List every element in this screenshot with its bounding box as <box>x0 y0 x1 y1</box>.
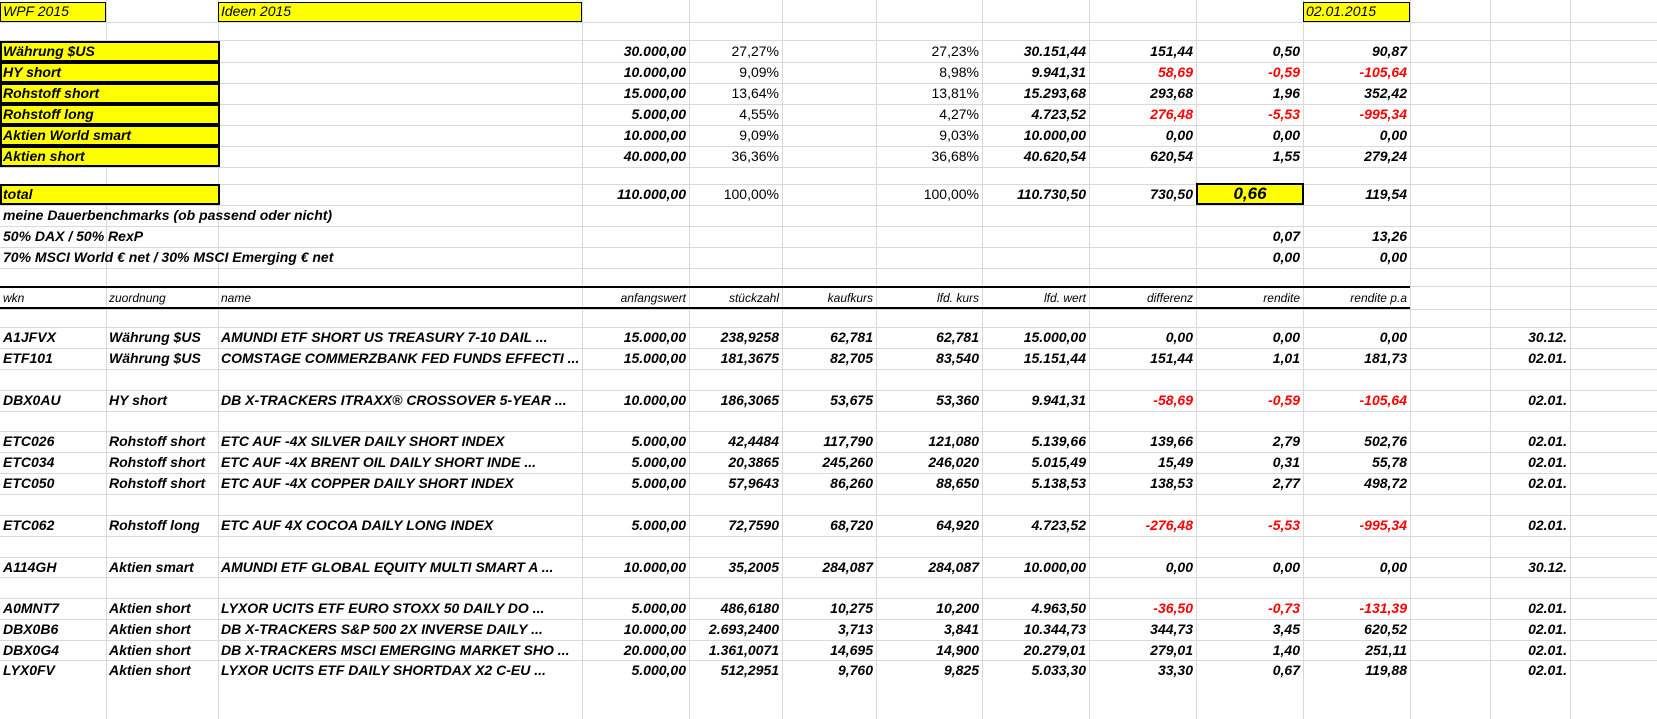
position-kaufkurs[interactable]: 14,695 <box>830 642 873 658</box>
position-differenz[interactable]: 15,49 <box>1157 454 1193 470</box>
position-lfd-wert[interactable]: 9.941,31 <box>1031 392 1086 408</box>
position-kaufkurs[interactable]: 62,781 <box>830 329 873 345</box>
position-lfd-wert[interactable]: 15.151,44 <box>1023 350 1086 366</box>
total-rendite-pa[interactable]: 119,54 <box>1365 186 1407 202</box>
summary-rendite-pa[interactable]: 279,24 <box>1364 148 1407 164</box>
position-rendite-pa[interactable]: 119,88 <box>1365 662 1407 678</box>
gridline-horizontal <box>0 411 1657 412</box>
column-header[interactable]: rendite p.a <box>1350 291 1407 305</box>
column-header[interactable]: zuordnung <box>109 291 166 305</box>
position-anfangswert[interactable]: 5.000,00 <box>631 662 686 678</box>
position-differenz[interactable]: -58,69 <box>1153 392 1193 408</box>
position-anfangswert[interactable]: 5.000,00 <box>631 517 686 533</box>
summary-anteil-lfd[interactable]: 36,68% <box>931 148 979 164</box>
summary-differenz[interactable]: 151,44 <box>1150 43 1193 59</box>
position-name[interactable]: ETC AUF -4X BRENT OIL DAILY SHORT INDE ... <box>221 454 537 470</box>
summary-lfd-wert[interactable]: 40.620,54 <box>1023 148 1086 164</box>
position-datum[interactable]: 30.12. <box>1528 559 1567 575</box>
position-lfd-kurs[interactable]: 284,087 <box>928 559 979 575</box>
position-lfd-kurs[interactable]: 121,080 <box>928 433 979 449</box>
position-zuordnung[interactable]: Aktien short <box>109 662 191 678</box>
position-lfd-kurs[interactable]: 3,841 <box>943 621 979 637</box>
gridline-horizontal <box>0 22 1657 23</box>
position-rendite-pa[interactable]: 502,76 <box>1364 433 1407 449</box>
position-differenz[interactable]: 138,53 <box>1150 475 1193 491</box>
position-lfd-wert[interactable]: 5.138,53 <box>1031 475 1086 491</box>
position-wkn[interactable]: DBX0G4 <box>3 642 60 658</box>
position-rendite-pa[interactable]: 181,73 <box>1364 350 1407 366</box>
summary-rendite-pa[interactable]: 0,00 <box>1379 127 1407 143</box>
gridline-horizontal <box>0 536 1657 537</box>
position-lfd-wert[interactable]: 10.344,73 <box>1023 621 1086 637</box>
summary-anteil-lfd[interactable]: 13,81% <box>931 85 979 101</box>
position-stueckzahl[interactable]: 1.361,0071 <box>708 642 779 658</box>
position-rendite[interactable]: 0,00 <box>1272 329 1300 345</box>
position-rendite[interactable]: 1,40 <box>1272 642 1300 658</box>
position-stueckzahl[interactable]: 186,3065 <box>720 392 779 408</box>
sheet-title[interactable]: WPF 2015 <box>3 3 69 19</box>
benchmark-rendite[interactable]: 0,07 <box>1272 228 1300 244</box>
position-zuordnung[interactable]: Rohstoff short <box>109 454 206 470</box>
position-stueckzahl[interactable]: 35,2005 <box>728 559 779 575</box>
position-lfd-kurs[interactable]: 9,825 <box>943 662 979 678</box>
summary-anfangswert[interactable]: 10.000,00 <box>623 64 686 80</box>
position-datum[interactable]: 02.01. <box>1528 517 1567 533</box>
summary-rendite[interactable]: -0,59 <box>1268 64 1300 80</box>
summary-anteil[interactable]: 36,36% <box>731 148 779 164</box>
position-rendite-pa[interactable]: 55,78 <box>1371 454 1407 470</box>
position-lfd-kurs[interactable]: 10,200 <box>936 600 979 616</box>
summary-lfd-wert[interactable]: 10.000,00 <box>1023 127 1086 143</box>
position-zuordnung[interactable]: Aktien short <box>109 600 191 616</box>
position-lfd-wert[interactable]: 20.279,01 <box>1023 642 1086 658</box>
summary-lfd-wert[interactable]: 4.723,52 <box>1031 106 1086 122</box>
summary-anfangswert[interactable]: 15.000,00 <box>623 85 686 101</box>
position-zuordnung[interactable]: Aktien short <box>109 621 191 637</box>
benchmark-label[interactable]: 50% DAX / 50% RexP <box>3 228 144 244</box>
position-kaufkurs[interactable]: 53,675 <box>830 392 873 408</box>
position-name[interactable]: DB X-TRACKERS ITRAXX® CROSSOVER 5-YEAR ... <box>221 392 567 408</box>
position-wkn[interactable]: LYX0FV <box>3 662 55 678</box>
position-rendite-pa[interactable]: 251,11 <box>1365 642 1407 658</box>
position-rendite[interactable]: 0,00 <box>1272 559 1300 575</box>
position-kaufkurs[interactable]: 284,087 <box>822 559 873 575</box>
column-header[interactable]: rendite <box>1263 291 1300 305</box>
summary-anfangswert[interactable]: 5.000,00 <box>631 106 686 122</box>
position-datum[interactable]: 02.01. <box>1528 433 1567 449</box>
summary-lfd-wert[interactable]: 9.941,31 <box>1031 64 1086 80</box>
position-differenz[interactable]: 344,73 <box>1150 621 1193 637</box>
position-kaufkurs[interactable]: 86,260 <box>830 475 873 491</box>
table-top-rule <box>0 286 1410 288</box>
position-lfd-kurs[interactable]: 83,540 <box>936 350 979 366</box>
gridline-horizontal <box>0 494 1657 495</box>
summary-anteil[interactable]: 9,09% <box>739 64 779 80</box>
position-anfangswert[interactable]: 5.000,00 <box>631 475 686 491</box>
gridline-vertical <box>1410 0 1411 719</box>
summary-label[interactable]: Rohstoff long <box>3 106 94 122</box>
position-rendite[interactable]: -5,53 <box>1268 517 1300 533</box>
position-differenz[interactable]: 151,44 <box>1150 350 1193 366</box>
position-lfd-wert[interactable]: 4.963,50 <box>1031 600 1086 616</box>
position-lfd-wert[interactable]: 5.033,30 <box>1031 662 1086 678</box>
position-kaufkurs[interactable]: 3,713 <box>837 621 873 637</box>
position-rendite[interactable]: 0,67 <box>1272 662 1300 678</box>
column-header[interactable]: stückzahl <box>728 291 779 305</box>
position-kaufkurs[interactable]: 82,705 <box>830 350 873 366</box>
position-stueckzahl[interactable]: 181,3675 <box>720 350 779 366</box>
column-header[interactable]: lfd. kurs <box>936 291 979 305</box>
position-datum[interactable]: 02.01. <box>1528 642 1567 658</box>
summary-label[interactable]: Währung $US <box>3 43 95 59</box>
position-anfangswert[interactable]: 5.000,00 <box>631 433 686 449</box>
position-datum[interactable]: 02.01. <box>1528 600 1567 616</box>
summary-rendite[interactable]: 0,50 <box>1272 43 1300 59</box>
total-label[interactable]: total <box>3 186 33 202</box>
summary-rendite[interactable]: -5,53 <box>1268 106 1300 122</box>
position-kaufkurs[interactable]: 245,260 <box>822 454 873 470</box>
gridline-vertical <box>1570 0 1571 719</box>
position-lfd-kurs[interactable]: 14,900 <box>936 642 979 658</box>
position-anfangswert[interactable]: 10.000,00 <box>623 621 686 637</box>
summary-anteil-lfd[interactable]: 27,23% <box>931 43 979 59</box>
position-zuordnung[interactable]: HY short <box>109 392 168 408</box>
summary-differenz[interactable]: 620,54 <box>1150 148 1193 164</box>
sheet-date[interactable]: 02.01.2015 <box>1306 3 1377 19</box>
position-kaufkurs[interactable]: 117,790 <box>823 433 873 449</box>
summary-anfangswert[interactable]: 40.000,00 <box>623 148 686 164</box>
summary-anteil[interactable]: 4,55% <box>739 106 779 122</box>
summary-differenz[interactable]: 0,00 <box>1165 127 1193 143</box>
summary-anteil-lfd[interactable]: 9,03% <box>939 127 979 143</box>
position-wkn[interactable]: ETC050 <box>3 475 55 491</box>
benchmarks-title[interactable]: meine Dauerbenchmarks (ob passend oder nicht) <box>3 207 333 223</box>
position-rendite[interactable]: 1,01 <box>1272 350 1300 366</box>
position-rendite-pa[interactable]: -995,34 <box>1359 517 1407 533</box>
position-stueckzahl[interactable]: 238,9258 <box>720 329 779 345</box>
total-lfd-wert[interactable]: 110.730,50 <box>1016 186 1086 202</box>
position-name[interactable]: COMSTAGE COMMERZBANK FED FUNDS EFFECTI ... <box>221 350 580 366</box>
position-lfd-wert[interactable]: 5.015,49 <box>1031 454 1086 470</box>
position-rendite-pa[interactable]: 0,00 <box>1379 559 1407 575</box>
position-rendite[interactable]: -0,59 <box>1268 392 1300 408</box>
position-rendite-pa[interactable]: -131,39 <box>1359 600 1407 616</box>
position-stueckzahl[interactable]: 57,9643 <box>728 475 779 491</box>
gridline-horizontal <box>0 268 1657 269</box>
position-lfd-kurs[interactable]: 53,360 <box>936 392 979 408</box>
position-rendite[interactable]: 2,77 <box>1272 475 1300 491</box>
position-lfd-wert[interactable]: 15.000,00 <box>1023 329 1086 345</box>
position-lfd-kurs[interactable]: 64,920 <box>936 517 979 533</box>
position-name[interactable]: DB X-TRACKERS S&P 500 2X INVERSE DAILY ... <box>221 621 543 637</box>
summary-anteil-lfd[interactable]: 4,27% <box>939 106 979 122</box>
position-zuordnung[interactable]: Rohstoff long <box>109 517 200 533</box>
position-name[interactable]: LYXOR UCITS ETF EURO STOXX 50 DAILY DO ... <box>221 600 545 616</box>
position-rendite[interactable]: 2,79 <box>1272 433 1300 449</box>
total-anteil[interactable]: 100,00% <box>723 186 779 202</box>
position-lfd-wert[interactable]: 10.000,00 <box>1023 559 1086 575</box>
position-name[interactable]: AMUNDI ETF SHORT US TREASURY 7-10 DAIL ... <box>221 329 548 345</box>
summary-rendite-pa[interactable]: 352,42 <box>1364 85 1407 101</box>
position-name[interactable]: AMUNDI ETF GLOBAL EQUITY MULTI SMART A ... <box>221 559 554 575</box>
position-differenz[interactable]: -36,50 <box>1153 600 1193 616</box>
column-header[interactable]: name <box>221 291 252 305</box>
summary-rendite-pa[interactable]: 90,87 <box>1371 43 1407 59</box>
position-anfangswert[interactable]: 10.000,00 <box>623 559 686 575</box>
position-lfd-kurs[interactable]: 246,020 <box>928 454 979 470</box>
position-wkn[interactable]: ETC034 <box>3 454 55 470</box>
summary-differenz[interactable]: 276,48 <box>1150 106 1193 122</box>
summary-rendite-pa[interactable]: -105,64 <box>1359 64 1407 80</box>
position-rendite-pa[interactable]: 0,00 <box>1379 329 1407 345</box>
position-name[interactable]: ETC AUF -4X SILVER DAILY SHORT INDEX <box>221 433 505 449</box>
summary-differenz[interactable]: 293,68 <box>1150 85 1193 101</box>
position-differenz[interactable]: 33,30 <box>1157 662 1193 678</box>
position-datum[interactable]: 02.01. <box>1528 392 1567 408</box>
summary-anteil[interactable]: 27,27% <box>731 43 779 59</box>
column-header[interactable]: wkn <box>3 291 25 305</box>
position-datum[interactable]: 02.01. <box>1528 350 1567 366</box>
position-lfd-wert[interactable]: 4.723,52 <box>1031 517 1086 533</box>
summary-anteil[interactable]: 13,64% <box>731 85 779 101</box>
position-lfd-kurs[interactable]: 62,781 <box>936 329 979 345</box>
position-datum[interactable]: 02.01. <box>1528 475 1567 491</box>
position-anfangswert[interactable]: 20.000,00 <box>623 642 686 658</box>
position-wkn[interactable]: ETF101 <box>3 350 53 366</box>
position-rendite[interactable]: 3,45 <box>1272 621 1300 637</box>
benchmark-label[interactable]: 70% MSCI World € net / 30% MSCI Emerging € net <box>3 249 334 265</box>
position-stueckzahl[interactable]: 486,6180 <box>720 600 779 616</box>
position-wkn[interactable]: A1JFVX <box>3 329 56 345</box>
sheet-subtitle[interactable]: Ideen 2015 <box>221 3 292 19</box>
position-rendite-pa[interactable]: 498,72 <box>1364 475 1407 491</box>
position-rendite[interactable]: -0,73 <box>1268 600 1300 616</box>
position-name[interactable]: ETC AUF 4X COCOA DAILY LONG INDEX <box>221 517 494 533</box>
position-stueckzahl[interactable]: 42,4484 <box>728 433 779 449</box>
position-differenz[interactable]: 279,01 <box>1150 642 1193 658</box>
total-anteil-lfd[interactable]: 100,00% <box>923 186 979 202</box>
total-differenz[interactable]: 730,50 <box>1150 186 1193 202</box>
position-wkn[interactable]: ETC026 <box>3 433 55 449</box>
summary-label[interactable]: Rohstoff short <box>3 85 100 101</box>
position-anfangswert[interactable]: 10.000,00 <box>623 392 686 408</box>
summary-lfd-wert[interactable]: 15.293,68 <box>1023 85 1086 101</box>
summary-label[interactable]: HY short <box>3 64 62 80</box>
position-kaufkurs[interactable]: 10,275 <box>830 600 873 616</box>
column-header[interactable]: kaufkurs <box>827 291 873 305</box>
position-wkn[interactable]: DBX0AU <box>3 392 61 408</box>
position-stueckzahl[interactable]: 2.693,2400 <box>708 621 779 637</box>
position-zuordnung[interactable]: Aktien smart <box>109 559 194 575</box>
position-kaufkurs[interactable]: 68,720 <box>830 517 873 533</box>
position-rendite-pa[interactable]: 620,52 <box>1364 621 1407 637</box>
position-zuordnung[interactable]: Währung $US <box>109 329 201 345</box>
position-lfd-wert[interactable]: 5.139,66 <box>1031 433 1086 449</box>
benchmark-rendite-pa[interactable]: 0,00 <box>1379 249 1407 265</box>
position-datum[interactable]: 30.12. <box>1528 329 1567 345</box>
position-stueckzahl[interactable]: 20,3865 <box>728 454 779 470</box>
position-anfangswert[interactable]: 5.000,00 <box>631 454 686 470</box>
total-anfangswert[interactable]: 110.000,00 <box>616 186 686 202</box>
summary-anfangswert[interactable]: 30.000,00 <box>623 43 686 59</box>
position-name[interactable]: LYXOR UCITS ETF DAILY SHORTDAX X2 C-EU ... <box>221 662 546 678</box>
total-rendite[interactable]: 0,66 <box>1233 184 1267 203</box>
column-header[interactable]: differenz <box>1146 291 1193 305</box>
position-wkn[interactable]: A0MNT7 <box>3 600 60 616</box>
position-zuordnung[interactable]: Währung $US <box>109 350 201 366</box>
position-datum[interactable]: 02.01. <box>1528 454 1567 470</box>
position-anfangswert[interactable]: 15.000,00 <box>623 350 686 366</box>
position-rendite[interactable]: 0,31 <box>1272 454 1300 470</box>
position-stueckzahl[interactable]: 512,2951 <box>720 662 779 678</box>
gridline-horizontal <box>0 369 1657 370</box>
position-lfd-kurs[interactable]: 88,650 <box>936 475 979 491</box>
summary-label[interactable]: Aktien short <box>3 148 85 164</box>
position-anfangswert[interactable]: 5.000,00 <box>631 600 686 616</box>
position-datum[interactable]: 02.01. <box>1528 621 1567 637</box>
summary-anteil-lfd[interactable]: 8,98% <box>939 64 979 80</box>
summary-rendite[interactable]: 1,55 <box>1272 148 1300 164</box>
summary-lfd-wert[interactable]: 30.151,44 <box>1023 43 1086 59</box>
benchmark-rendite-pa[interactable]: 13,26 <box>1371 228 1407 244</box>
gridline-horizontal <box>0 167 1657 168</box>
summary-rendite[interactable]: 0,00 <box>1272 127 1300 143</box>
position-differenz[interactable]: 0,00 <box>1165 329 1193 345</box>
position-name[interactable]: ETC AUF -4X COPPER DAILY SHORT INDEX <box>221 475 514 491</box>
summary-anfangswert[interactable]: 10.000,00 <box>623 127 686 143</box>
position-wkn[interactable]: DBX0B6 <box>3 621 59 637</box>
position-name[interactable]: DB X-TRACKERS MSCI EMERGING MARKET SHO ... <box>221 642 570 658</box>
position-anfangswert[interactable]: 15.000,00 <box>623 329 686 345</box>
position-differenz[interactable]: 139,66 <box>1150 433 1193 449</box>
position-stueckzahl[interactable]: 72,7590 <box>728 517 779 533</box>
summary-anteil[interactable]: 9,09% <box>739 127 779 143</box>
summary-differenz[interactable]: 58,69 <box>1157 64 1193 80</box>
position-zuordnung[interactable]: Rohstoff short <box>109 433 206 449</box>
position-zuordnung[interactable]: Rohstoff short <box>109 475 206 491</box>
position-datum[interactable]: 02.01. <box>1528 662 1567 678</box>
position-wkn[interactable]: ETC062 <box>3 517 55 533</box>
summary-rendite-pa[interactable]: -995,34 <box>1359 106 1407 122</box>
position-zuordnung[interactable]: Aktien short <box>109 642 191 658</box>
position-differenz[interactable]: -276,48 <box>1145 517 1193 533</box>
position-differenz[interactable]: 0,00 <box>1165 559 1193 575</box>
column-header[interactable]: lfd. wert <box>1043 291 1086 305</box>
position-rendite-pa[interactable]: -105,64 <box>1359 392 1407 408</box>
position-kaufkurs[interactable]: 9,760 <box>837 662 873 678</box>
position-wkn[interactable]: A114GH <box>3 559 57 575</box>
summary-rendite[interactable]: 1,96 <box>1272 85 1300 101</box>
column-header[interactable]: anfangswert <box>620 291 686 305</box>
benchmark-rendite[interactable]: 0,00 <box>1272 249 1300 265</box>
summary-label[interactable]: Aktien World smart <box>3 127 132 143</box>
